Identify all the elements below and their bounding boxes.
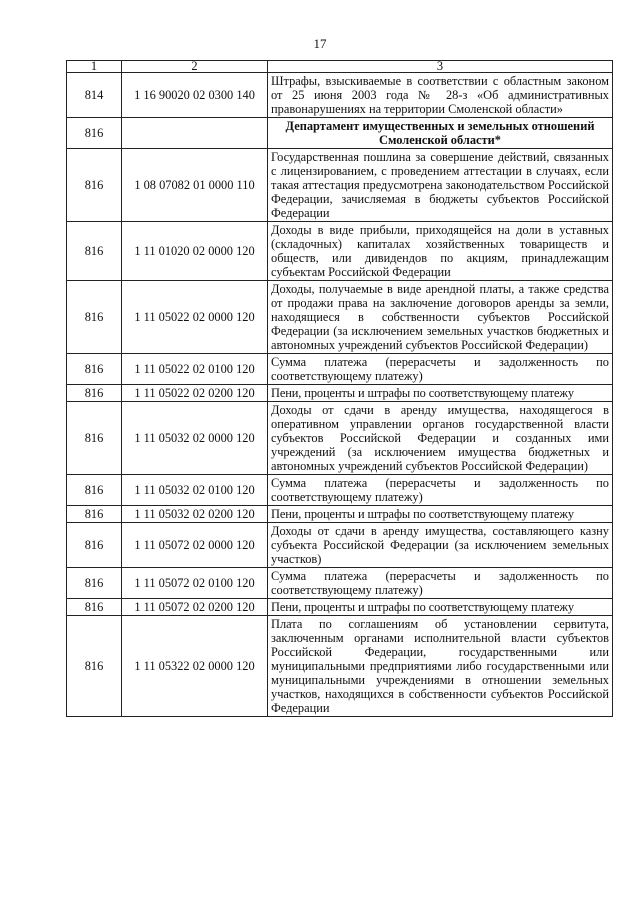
- revenue-name-cell: Пени, проценты и штрафы по соответствующему платежу: [268, 385, 613, 402]
- table-row: [67, 222, 613, 281]
- revenue-name-cell: Сумма платежа (перерасчеты и задолженность по соответствующему платежу): [268, 354, 613, 385]
- revenue-code-cell: 1 16 90020 02 0300 140: [122, 73, 268, 118]
- revenue-code-cell: 1 11 05032 02 0100 120: [122, 475, 268, 506]
- table-row: [67, 616, 613, 717]
- table-row: [67, 599, 613, 616]
- revenue-code-cell: 1 11 05072 02 0100 120: [122, 568, 268, 599]
- table-row: [67, 73, 613, 118]
- admin-code-cell: 816: [67, 385, 122, 402]
- admin-code-cell: 814: [67, 73, 122, 118]
- revenue-name-cell: Сумма платежа (перерасчеты и задолженность по соответствующему платежу): [268, 568, 613, 599]
- admin-code-cell: 816: [67, 354, 122, 385]
- table-header-row: [67, 61, 613, 73]
- revenue-code-cell: 1 11 05032 02 0000 120: [122, 402, 268, 475]
- table-row: [67, 402, 613, 475]
- revenue-name-cell: Доходы в виде прибыли, приходящейся на доли в уставных (складочных) капиталах хозяйственных товариществ и обществ, или дивидендов по акциям, принадлежащим субъектам Российской Федерации: [268, 222, 613, 281]
- revenue-code-cell: 1 11 05022 02 0000 120: [122, 281, 268, 354]
- table-row: [67, 475, 613, 506]
- table-row: [67, 506, 613, 523]
- admin-code-cell: 816: [67, 149, 122, 222]
- revenue-name-cell: Сумма платежа (перерасчеты и задолженность по соответствующему платежу): [268, 475, 613, 506]
- table-row: [67, 281, 613, 354]
- revenue-name-cell: Доходы от сдачи в аренду имущества, составляющего казну субъекта Российской Федерации (за исключением земельных участков): [268, 523, 613, 568]
- admin-code-cell: 816: [67, 616, 122, 717]
- revenue-code-cell: 1 11 01020 02 0000 120: [122, 222, 268, 281]
- revenue-code-cell: [122, 118, 268, 149]
- revenue-name-cell: Доходы, получаемые в виде арендной платы, а также средства от продажи права на заключение договоров аренды за земли, находящиеся в собственности субъектов Российской Федерации (за исключением земельных участков бюджетных и автономных учреждений субъектов Российской Федерации): [268, 281, 613, 354]
- revenue-code-cell: 1 11 05022 02 0200 120: [122, 385, 268, 402]
- column-header-admin: 1: [67, 61, 122, 73]
- admin-code-cell: 816: [67, 118, 122, 149]
- admin-code-cell: 816: [67, 568, 122, 599]
- department-name-cell: Департамент имущественных и земельных отношений Смоленской области*: [268, 118, 613, 149]
- page-number: 17: [313, 36, 327, 51]
- revenue-code-cell: 1 11 05322 02 0000 120: [122, 616, 268, 717]
- column-header-kbk: 2: [122, 61, 268, 73]
- revenue-name-cell: Пени, проценты и штрафы по соответствующему платежу: [268, 506, 613, 523]
- table-row: [67, 118, 613, 149]
- table-row: [67, 568, 613, 599]
- admin-code-cell: 816: [67, 475, 122, 506]
- table-row: [67, 385, 613, 402]
- table-row: [67, 523, 613, 568]
- admin-code-cell: 816: [67, 523, 122, 568]
- budget-revenue-table: [66, 60, 613, 717]
- admin-code-cell: 816: [67, 599, 122, 616]
- revenue-code-cell: 1 11 05022 02 0100 120: [122, 354, 268, 385]
- admin-code-cell: 816: [67, 281, 122, 354]
- admin-code-cell: 816: [67, 506, 122, 523]
- table-row: [67, 149, 613, 222]
- revenue-code-cell: 1 11 05032 02 0200 120: [122, 506, 268, 523]
- revenue-code-cell: 1 08 07082 01 0000 110: [122, 149, 268, 222]
- revenue-code-cell: 1 11 05072 02 0000 120: [122, 523, 268, 568]
- revenue-name-cell: Штрафы, взыскиваемые в соответствии с областным законом от 25 июня 2003 года № 28-з «Об административных правонарушениях на территории Смоленской области»: [268, 73, 613, 118]
- table-row: [67, 354, 613, 385]
- admin-code-cell: 816: [67, 402, 122, 475]
- admin-code-cell: 816: [67, 222, 122, 281]
- table-body: [67, 73, 613, 717]
- revenue-name-cell: Плата по соглашениям об установлении сервитута, заключенным органами исполнительной власти субъектов Российской Федерации, государственными или муниципальными предприятиями либо государственными или муниципальными учреждениями в отношении земельных участков, находящихся в собственности субъектов Российской Федерации: [268, 616, 613, 717]
- revenue-code-cell: 1 11 05072 02 0200 120: [122, 599, 268, 616]
- revenue-name-cell: Государственная пошлина за совершение действий, связанных с лицензированием, с проведением аттестации в случаях, если такая аттестация предусмотрена законодательством Российской Федерации, зачисляемая в бюджеты субъектов Российской Федерации: [268, 149, 613, 222]
- column-header-name: 3: [268, 61, 613, 73]
- revenue-name-cell: Доходы от сдачи в аренду имущества, находящегося в оперативном управлении органов государственной власти субъектов Российской Федерации и созданных ими учреждений (за исключением имущества бюджетных и автономных учреждений субъектов Российской Федерации): [268, 402, 613, 475]
- revenue-name-cell: Пени, проценты и штрафы по соответствующему платежу: [268, 599, 613, 616]
